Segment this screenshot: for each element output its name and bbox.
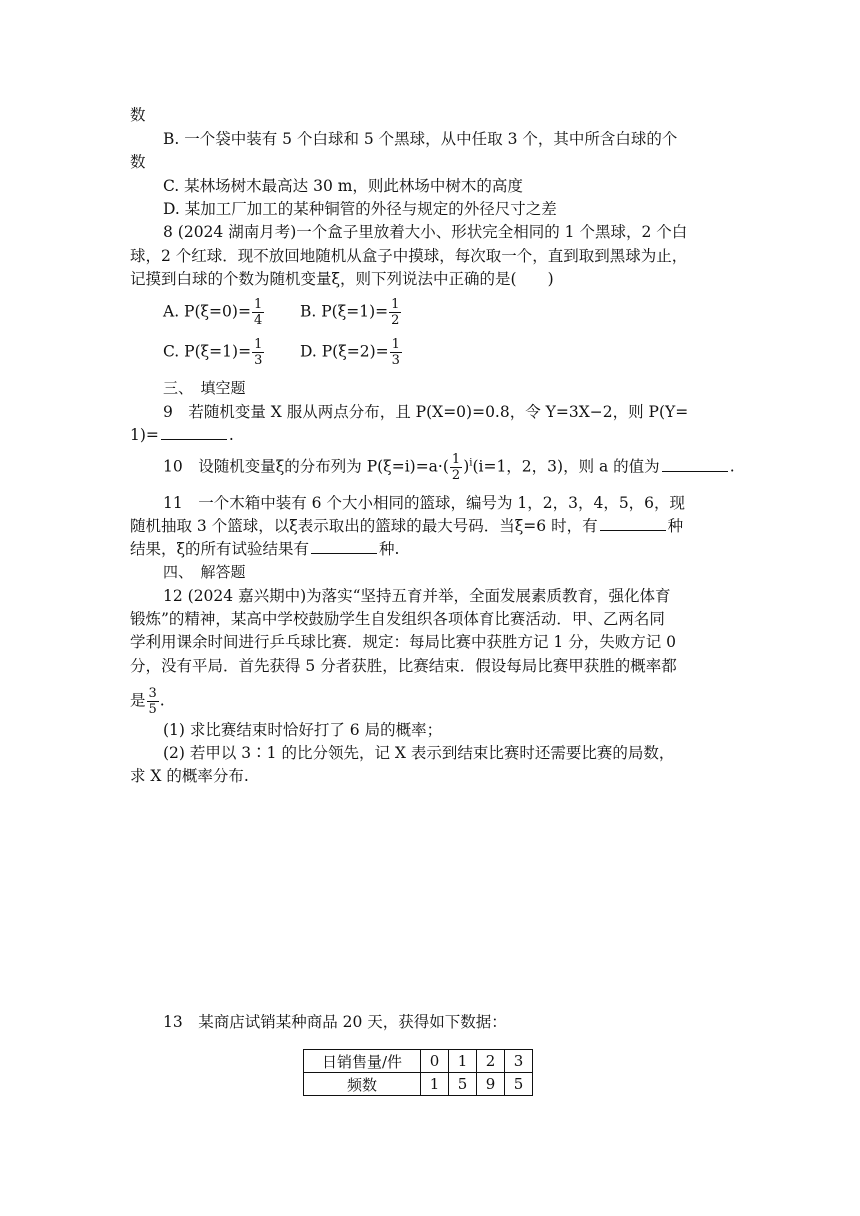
table-cell: 1 xyxy=(421,1073,449,1096)
question-12-line: 12 (2024 嘉兴期中)为落实“坚持五育并举，全面发展素质教育，强化体育 xyxy=(163,587,671,605)
table-row xyxy=(304,1073,533,1096)
question-8-line: 记摸到白球的个数为随机变量ξ，则下列说法中正确的是( ) xyxy=(130,270,554,288)
table-header-cell: 频数 xyxy=(304,1073,421,1096)
fraction-numerator: 1 xyxy=(391,297,400,312)
question-11-text: 随机抽取 3 个篮球，以ξ表示取出的篮球的最大号码．当ξ=6 时，有 xyxy=(130,517,598,535)
answer-blank xyxy=(161,425,227,440)
fraction-numerator: 1 xyxy=(254,337,263,352)
question-12-line: 分，没有平局．首先获得 5 分者获胜，比赛结束．假设每局比赛甲获胜的概率都 xyxy=(130,657,677,675)
question-9-line: 9 若随机变量 X 服从两点分布，且 P(X=0)=0.8，令 Y=3X−2，则 P(Y= xyxy=(163,403,689,421)
option-b xyxy=(300,297,402,328)
exponent: i xyxy=(469,457,473,469)
question-13-line: 13 某商店试销某种商品 20 天，获得如下数据： xyxy=(163,1013,507,1031)
question-11-text: 结果，ξ的所有试验结果有 xyxy=(130,540,310,558)
table-header-cell: 日销售量/件 xyxy=(304,1050,421,1073)
fraction-numerator: 1 xyxy=(391,337,400,352)
question-8-line: 球，2 个红球．现不放回地随机从盒子中摸球，每次取一个，直到取到黑球为止， xyxy=(130,247,688,265)
question-9-text: 1)= xyxy=(130,426,159,444)
fraction-denominator: 5 xyxy=(148,702,157,717)
option-a xyxy=(163,297,265,328)
table-cell: 5 xyxy=(449,1073,477,1096)
option-c-line: C. 某林场树木最高达 30 m，则此林场中树木的高度 xyxy=(163,177,523,195)
question-9-line xyxy=(130,425,234,445)
question-8-line: 8 (2024 湖南月考)一个盒子里放着大小、形状完全相同的 1 个黑球，2 个白 xyxy=(163,223,688,241)
question-11-text: 种. xyxy=(379,540,400,558)
option-b-text: B. P(ξ=1)= xyxy=(300,302,389,321)
question-12-part-2: (2) 若甲以 3∶1 的比分领先，记 X 表示到结束比赛时还需要比赛的局数， xyxy=(163,744,675,762)
question-11-line xyxy=(130,539,399,559)
fraction-numerator: 1 xyxy=(451,452,461,467)
answer-blank xyxy=(600,516,666,531)
fraction-numerator: 3 xyxy=(148,686,157,701)
fraction xyxy=(252,297,264,328)
punctuation: . xyxy=(729,457,735,476)
table-cell: 3 xyxy=(505,1050,533,1073)
question-12-text: 是 xyxy=(130,691,146,710)
answer-blank xyxy=(662,457,728,472)
fraction xyxy=(147,686,159,717)
option-d-line: D. 某加工厂加工的某种铜管的外径与规定的外径尺寸之差 xyxy=(163,200,557,218)
option-a-text: A. P(ξ=0)= xyxy=(163,302,251,321)
option-c-text: C. P(ξ=1)= xyxy=(163,342,252,361)
question-12-line xyxy=(130,686,165,717)
punctuation: . xyxy=(159,691,165,710)
table-cell: 1 xyxy=(449,1050,477,1073)
section-heading-fill-blank: 三、 填空题 xyxy=(163,379,246,397)
fraction-denominator: 4 xyxy=(253,313,263,328)
fraction-denominator: 3 xyxy=(254,353,263,368)
option-c xyxy=(163,337,265,368)
text-line: 数 xyxy=(130,153,146,171)
table-cell: 5 xyxy=(505,1073,533,1096)
fraction xyxy=(389,297,401,328)
answer-blank xyxy=(311,539,377,554)
table-cell: 0 xyxy=(421,1050,449,1073)
question-10-line xyxy=(163,452,735,483)
question-10-text: 10 设随机变量ξ的分布列为 P(ξ=i)=a·( xyxy=(163,457,449,476)
question-11-line: 11 一个木箱中装有 6 个大小相同的篮球，编号为 1，2，3，4，5，6，现 xyxy=(163,494,686,512)
fraction xyxy=(450,452,462,483)
fraction xyxy=(390,337,402,368)
fraction-numerator: 1 xyxy=(253,297,263,312)
fraction-denominator: 3 xyxy=(391,353,400,368)
question-12-line: 学利用课余时间进行乒乓球比赛．规定：每局比赛中获胜方记 1 分，失败方记 0 xyxy=(130,633,677,651)
table-row xyxy=(304,1050,533,1073)
question-12-part-2: 求 X 的概率分布. xyxy=(130,767,249,785)
question-11-line xyxy=(130,516,683,536)
table-cell: 2 xyxy=(477,1050,505,1073)
question-10-text: (i=1，2，3)，则 a 的值为 xyxy=(472,457,660,476)
section-heading-solutions: 四、 解答题 xyxy=(163,563,246,581)
option-d-text: D. P(ξ=2)= xyxy=(300,342,389,361)
question-11-text: 种 xyxy=(667,517,684,535)
fraction xyxy=(252,337,264,368)
table-cell: 9 xyxy=(477,1073,505,1096)
punctuation: . xyxy=(228,426,234,444)
sales-data-table xyxy=(303,1049,533,1096)
fraction-denominator: 2 xyxy=(451,468,461,483)
question-12-line: 锻炼”的精神，某高中学校鼓励学生自发组织各项体育比赛活动．甲、乙两名同 xyxy=(130,610,665,628)
question-12-part-1: (1) 求比赛结束时恰好打了 6 局的概率； xyxy=(163,721,443,739)
fraction-denominator: 2 xyxy=(391,313,400,328)
question-10-text: ) xyxy=(463,457,470,476)
text-line: 数 xyxy=(130,106,146,124)
option-b-line: B. 一个袋中装有 5 个白球和 5 个黑球，从中任取 3 个，其中所含白球的个 xyxy=(163,130,678,148)
option-d xyxy=(300,337,403,368)
